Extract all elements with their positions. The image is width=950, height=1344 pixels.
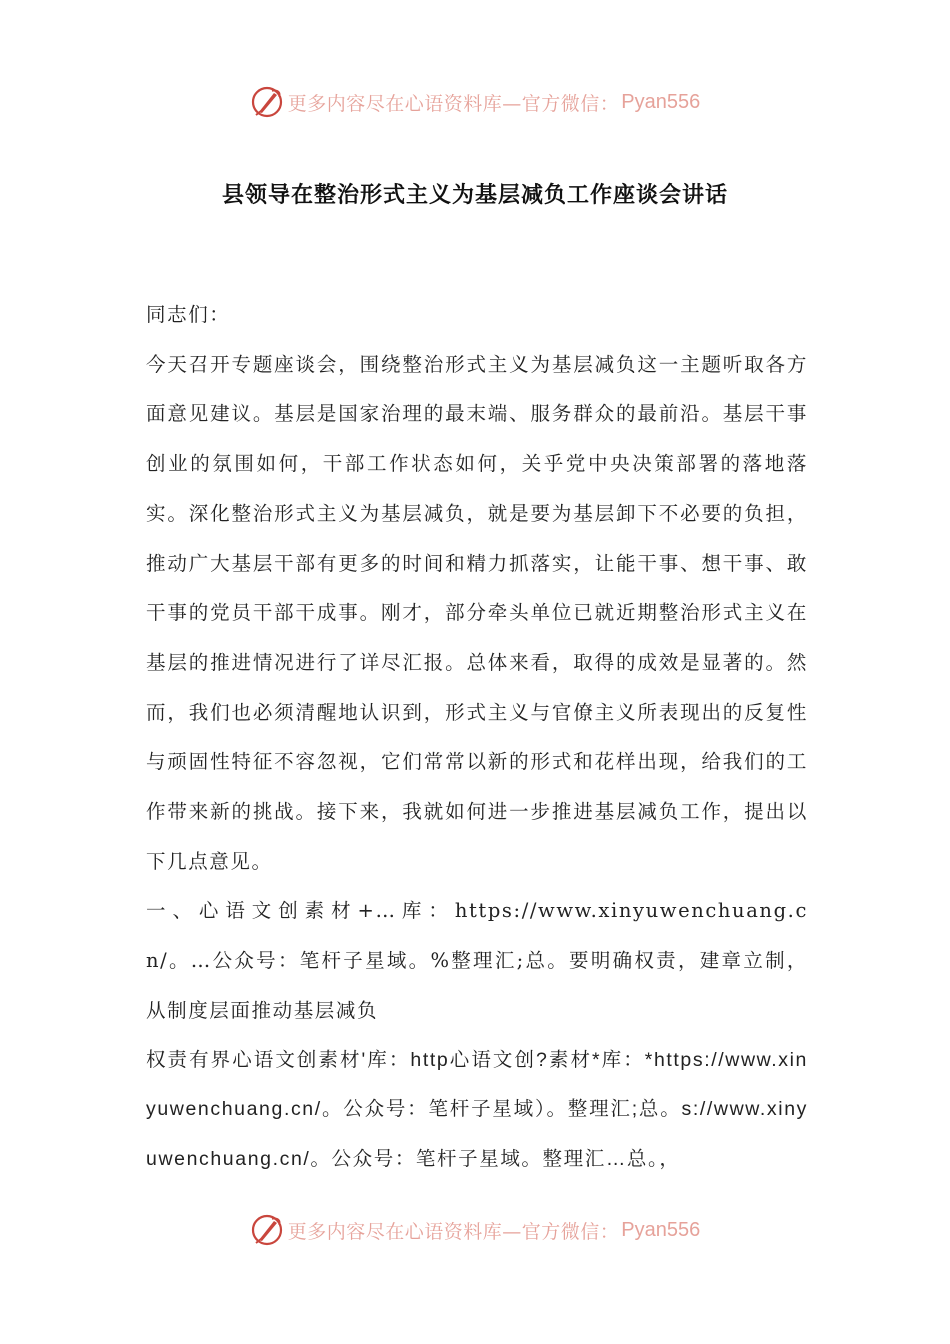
body-paragraph: 权责有界心语文创素材'库：http心语文创?素材*库：*https://www.xinyuwenchuang.cn/。公众号：笔杆子星域）。整理汇;总。s://www.xinyuwenchuang.cn/。公众号：笔杆子星域。整理汇…总。， (146, 1048, 808, 1170)
banner-wechat-handle: Pyan556 (621, 90, 701, 113)
footer-banner (0, 1210, 950, 1250)
body-paragraph: 今天召开专题座谈会，围绕整治形式主义为基层减负这一主题听取各方面意见建议。基层是国家治理的最末端、服务群众的最前沿。基层干事创业的氛围如何，干部工作状态如何，关乎党中央决策部署的落地落实。深化整治形式主义为基层减负，就是要为基层卸下不必要的负担，推动广大基层干部有更多的时间和精力抓落实，让能干事、想干事、敢干事的党员干部干成事。刚才，部分牵头单位已就近期整治形式主义在基层的推进情况进行了详尽汇报。总体来看，取得的成效是显著的。然而，我们也必须清醒地认识到，形式主义与官僚主义所表现出的反复性与顽固性特征不容忽视，它们常常以新的形式和花样出现，给我们的工作带来新的挑战。接下来，我就如何进一步推进基层减负工作，提出以下几点意见。 (146, 352, 808, 873)
banner-text: 更多内容尽在心语资料库—官方微信： (287, 92, 620, 115)
header-banner (0, 82, 950, 122)
document-body (146, 290, 808, 1185)
quill-logo-icon (250, 1213, 284, 1247)
quill-logo-icon (250, 85, 284, 119)
salutation: 同志们： (146, 303, 231, 326)
banner-wechat-handle: Pyan556 (621, 1218, 701, 1241)
section-heading-1: 一、心语文创素材+…库：https://www.xinyuwenchuang.cn/。…公众号：笔杆子星域。%整理汇;总。要明确权责，建章立制，从制度层面推动基层减负 (146, 899, 808, 1022)
document-title: 县领导在整治形式主义为基层减负工作座谈会讲话 (221, 183, 728, 208)
banner-text: 更多内容尽在心语资料库—官方微信： (287, 1220, 620, 1243)
